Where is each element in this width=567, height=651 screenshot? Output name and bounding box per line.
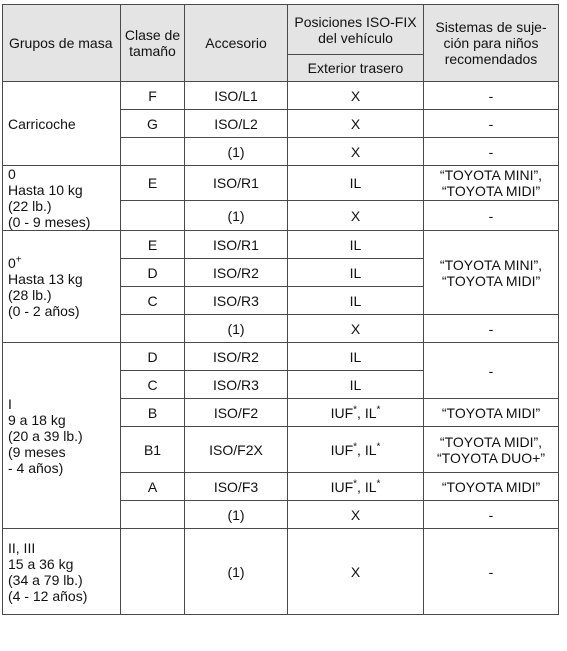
isofix-position-cell: X xyxy=(288,82,424,110)
accessory-cell: (1) xyxy=(185,501,288,529)
mass-group-cell: 0+ Hasta 13 kg (28 lb.) (0 - 2 años) xyxy=(3,231,121,343)
mass-group-cell: Carricoche xyxy=(3,82,121,166)
isofix-position-cell: X xyxy=(288,315,424,343)
size-class-cell: B1 xyxy=(121,427,185,473)
accessory-cell: (1) xyxy=(185,138,288,166)
size-class-cell xyxy=(121,315,185,343)
header-isofix-positions: Posiciones ISO-FIX del vehículo xyxy=(288,5,424,55)
accessory-cell: ISO/R1 xyxy=(185,166,288,201)
mass-group-cell: 0 Hasta 10 kg (22 lb.) (0 - 9 meses) xyxy=(3,166,121,231)
size-class-cell: D xyxy=(121,343,185,371)
recommended-system-cell: - xyxy=(424,343,559,399)
isofix-position-cell: IL xyxy=(288,259,424,287)
recommended-system-cell: - xyxy=(424,315,559,343)
table-row xyxy=(3,231,559,259)
isofix-position-cell: IL xyxy=(288,166,424,201)
accessory-cell: (1) xyxy=(185,201,288,231)
isofix-position-cell: IUF*, IL* xyxy=(288,399,424,427)
header-size-class: Clase de tamaño xyxy=(121,5,185,82)
accessory-cell: (1) xyxy=(185,315,288,343)
recommended-system-cell: - xyxy=(424,82,559,110)
size-class-cell: E xyxy=(121,166,185,201)
isofix-position-cell: IL xyxy=(288,231,424,259)
accessory-cell: ISO/F2X xyxy=(185,427,288,473)
isofix-position-cell: X xyxy=(288,501,424,529)
table-row xyxy=(3,82,559,110)
table-row xyxy=(3,343,559,371)
isofix-position-cell: IL xyxy=(288,343,424,371)
size-class-cell: B xyxy=(121,399,185,427)
accessory-cell: ISO/R2 xyxy=(185,259,288,287)
size-class-cell: G xyxy=(121,110,185,138)
mass-group-cell: I 9 a 18 kg (20 a 39 lb.) (9 meses - 4 años) xyxy=(3,343,121,529)
accessory-cell: ISO/L1 xyxy=(185,82,288,110)
accessory-cell: ISO/R1 xyxy=(185,231,288,259)
table-row xyxy=(3,529,559,615)
size-class-cell xyxy=(121,501,185,529)
header-accessory: Accesorio xyxy=(185,5,288,82)
isofix-position-cell: X xyxy=(288,201,424,231)
isofix-table xyxy=(2,4,559,615)
isofix-position-cell: IL xyxy=(288,371,424,399)
size-class-cell: A xyxy=(121,473,185,501)
header-rear-outboard: Exterior trasero xyxy=(288,55,424,82)
header-recommended: Sistemas de suje-ción para niños recomendados xyxy=(424,5,559,82)
accessory-cell: (1) xyxy=(185,529,288,615)
size-class-cell: D xyxy=(121,259,185,287)
table-row xyxy=(3,166,559,201)
size-class-cell xyxy=(121,138,185,166)
recommended-system-cell: - xyxy=(424,201,559,231)
accessory-cell: ISO/R3 xyxy=(185,371,288,399)
mass-group-cell: II, III 15 a 36 kg (34 a 79 lb.) (4 - 12 años) xyxy=(3,529,121,615)
recommended-system-cell: “TOYOTA MIDI” xyxy=(424,473,559,501)
recommended-system-cell: - xyxy=(424,138,559,166)
recommended-system-cell: “TOYOTA MINI”, “TOYOTA MIDI” xyxy=(424,166,559,201)
size-class-cell: C xyxy=(121,371,185,399)
recommended-system-cell: - xyxy=(424,529,559,615)
header-groups: Grupos de masa xyxy=(3,5,121,82)
isofix-position-cell: IUF*, IL* xyxy=(288,473,424,501)
recommended-system-cell: “TOYOTA MIDI” xyxy=(424,399,559,427)
accessory-cell: ISO/L2 xyxy=(185,110,288,138)
size-class-cell: E xyxy=(121,231,185,259)
accessory-cell: ISO/R3 xyxy=(185,287,288,315)
size-class-cell: C xyxy=(121,287,185,315)
recommended-system-cell: - xyxy=(424,501,559,529)
size-class-cell xyxy=(121,201,185,231)
isofix-position-cell: X xyxy=(288,110,424,138)
size-class-cell xyxy=(121,529,185,615)
recommended-system-cell: - xyxy=(424,110,559,138)
table-body xyxy=(3,82,559,615)
accessory-cell: ISO/F3 xyxy=(185,473,288,501)
size-class-cell: F xyxy=(121,82,185,110)
isofix-position-cell: X xyxy=(288,529,424,615)
isofix-position-cell: IL xyxy=(288,287,424,315)
recommended-system-cell: “TOYOTA MINI”, “TOYOTA MIDI” xyxy=(424,231,559,315)
accessory-cell: ISO/F2 xyxy=(185,399,288,427)
isofix-position-cell: X xyxy=(288,138,424,166)
recommended-system-cell: “TOYOTA MIDI”, “TOYOTA DUO+” xyxy=(424,427,559,473)
accessory-cell: ISO/R2 xyxy=(185,343,288,371)
isofix-position-cell: IUF*, IL* xyxy=(288,427,424,473)
